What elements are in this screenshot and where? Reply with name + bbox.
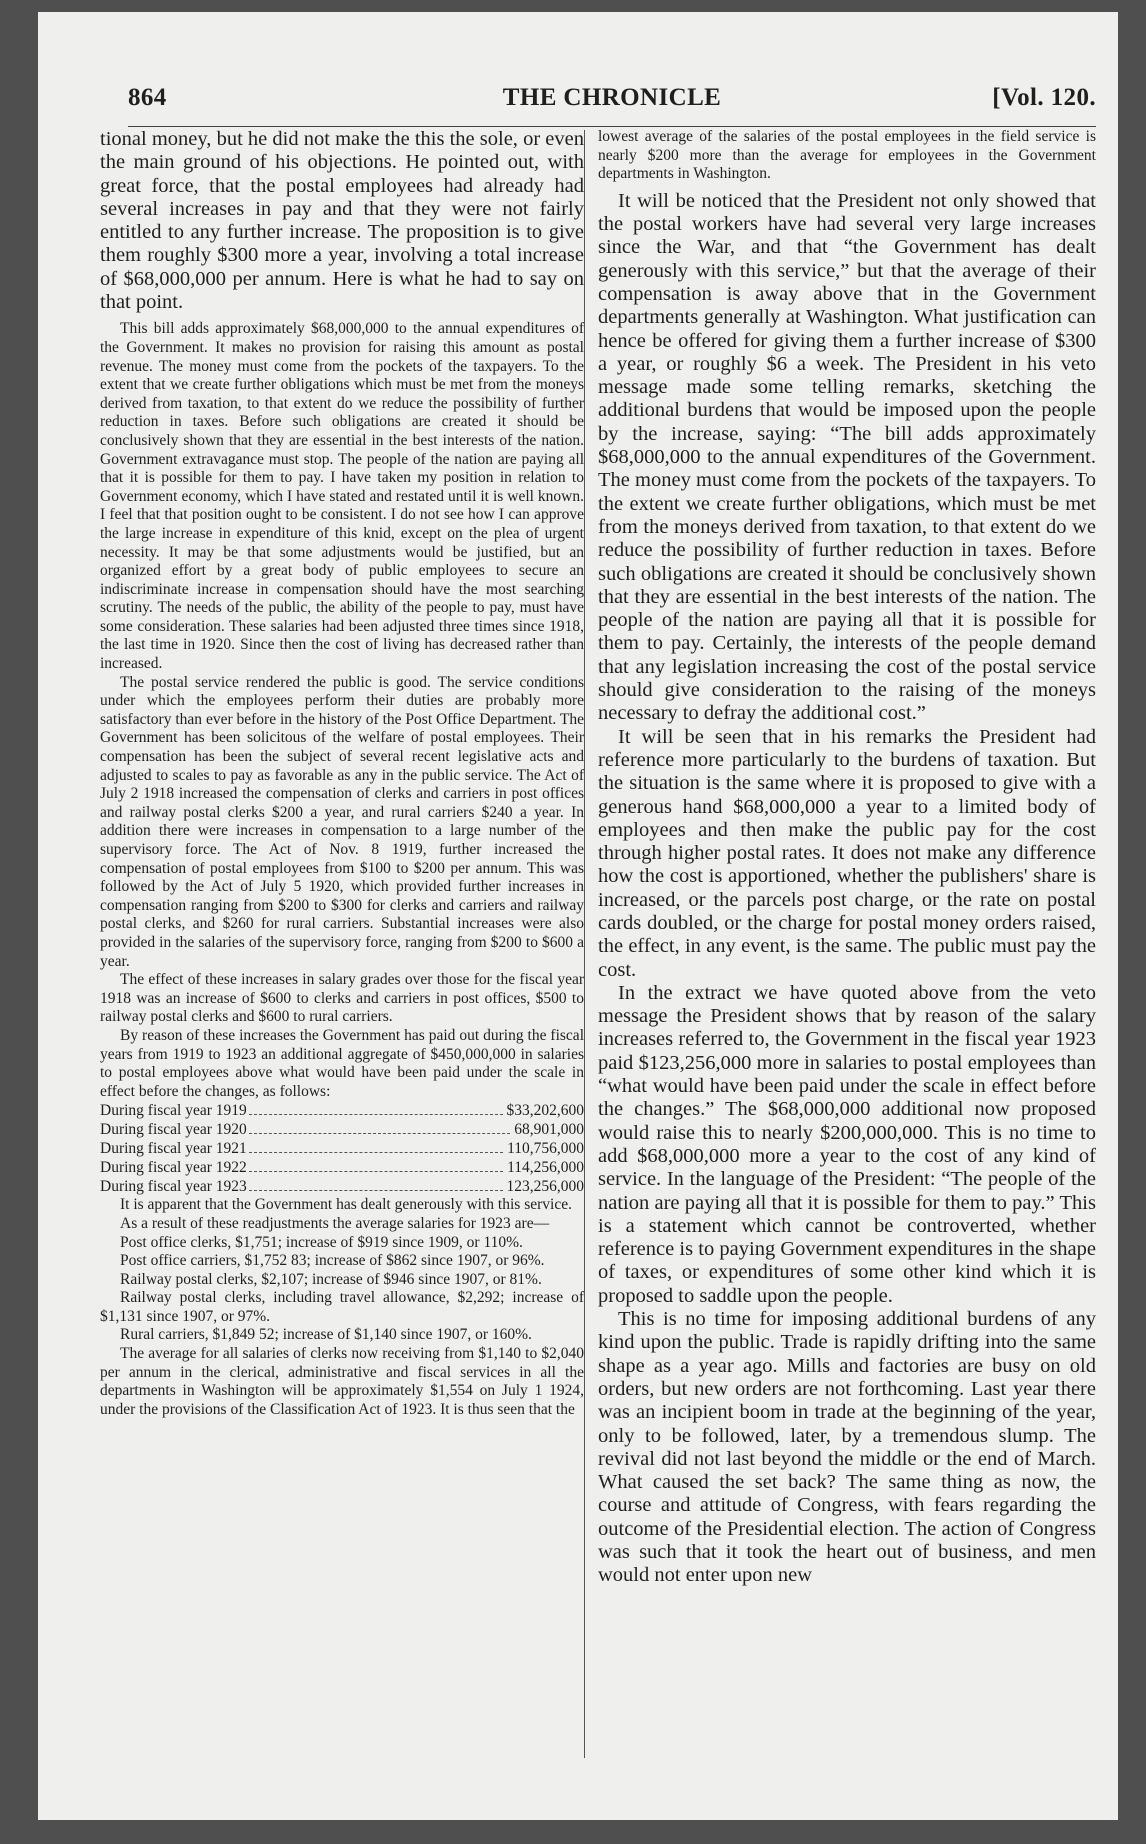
page-number: 864: [128, 84, 167, 111]
table-row: [100, 1101, 584, 1120]
row-label: During fiscal year 1920: [100, 1121, 247, 1139]
publication-title: THE CHRONICLE: [502, 84, 722, 111]
salary-item: Railway postal clerks, $2,107; increase of $946 since 1907, or 81%.: [120, 1270, 542, 1288]
row-label: During fiscal year 1919: [100, 1102, 247, 1120]
row-amount: 68,901,000: [514, 1121, 584, 1139]
salary-item: Rural carriers, $1,849 52; increase of $1,140 since 1907, or 160%.: [120, 1326, 532, 1344]
veto-quote-paragraph: lowest average of the salaries of the postal employees in the field service is nearly $200 more than the average for employees in the Government departments in Washington.: [598, 128, 1096, 183]
article-paragraph: It will be noticed that the President not only showed that the postal workers have had several very large increases since the War, and that “the Government has dealt generously with this service,” but that the average of their compensation is away above that in the Government departments generally at Washington. What justification can hence be offered for giving them a further increase of $300 a year, or roughly $6 a week. The President in his veto message made some telling remarks, sketching the additional burdens that would be imposed upon the people by the increase, saying: “The bill adds approximately $68,000,000 to the annual expenditures of the Government. The money must come from the pockets of the taxpayers. To the extent we create further obligations, which must be met from the moneys derived from taxation, to that extent do we reduce the possibility of further reduction in taxes. Before such obligations are created it should be conclusively shown that they are essential in the best interests of the nation. The people of the nation are paying all that it is possible for them to pay. Certainly, the interests of the people demand that any legislation increasing the cost of the postal service should give consideration to the raising of the moneys necessary to defray the additional cost.”: [598, 189, 1096, 725]
salary-item: Railway postal clerks, including travel allowance, $2,292; increase of $1,131 since 1907, or 97%.: [100, 1289, 584, 1325]
left-column: [100, 128, 584, 1419]
row-label: During fiscal year 1921: [100, 1140, 247, 1158]
table-row: [100, 1120, 584, 1139]
row-label: During fiscal year 1922: [100, 1159, 247, 1177]
veto-quote-paragraph: The average for all salaries of clerks now receiving from $1,140 to $2,040 per annum in the clerical, administrative and fiscal services in all the departments in Washington will be approximately $1,554 on July 1 1924, under the provisions of the Classification Act of 1923. It is thus seen that the: [100, 1345, 584, 1418]
veto-quote-paragraph: It is apparent that the Government has dealt generously with this service.: [120, 1196, 572, 1214]
article-paragraph: This is no time for imposing additional burdens of any kind upon the public. Trade is rapidly drifting into the same shape as a year ago. Mills and factories are busy on old orders, but new orders are not forthcoming. Last year there was an incipient boom in trade at the beginning of the year, only to be followed, later, by a tremendous slump. The revival did not last beyond the middle or the end of March. What caused the set back? The same thing as now, the course and attitude of Congress, with fears regarding the outcome of the Presidential election. The action of Congress was such that it took the heart out of business, and men would not enter upon new: [598, 1308, 1096, 1587]
article-paragraph: In the extract we have quoted above from the veto message the President shows that by reason of the salary increases referred to, the Government in the fiscal year 1923 paid $123,256,000 more in salaries to postal employees than “what would have been paid under the scale in effect before the changes.” The $68,000,000 additional now proposed would raise this to nearly $200,000,000. This is no time to add $68,000,000 more a year to the cost of any kind of service. In the language of the President: “The people of the nation are paying all that it is possible for them to pay.” This is a statement which cannot be controverted, whether reference is to paying Government expenditures in the shape of taxes, or expenditures of some other kind which it is proposed to saddle upon the people.: [598, 981, 1096, 1307]
salary-item: Post office carriers, $1,752 83; increase of $862 since 1907, or 96%.: [120, 1252, 545, 1270]
newspaper-page: [38, 12, 1118, 1820]
fiscal-year-table: [100, 1101, 584, 1196]
row-amount: 114,256,000: [507, 1159, 584, 1177]
row-amount: 110,756,000: [507, 1140, 584, 1158]
row-amount: $33,202,600: [506, 1102, 584, 1120]
veto-quote-paragraph: This bill adds approximately $68,000,000 to the annual expenditures of the Government. It makes no provision for raising this amount as postal revenue. The money must come from the pockets of the taxpayers. To the extent that we create further obligations which must be met from the moneys derived from taxation, to that extent do we reduce the possibility of further reduction in taxes. Before such obligations are created it should be conclusively shown that they are essential in the best interests of the nation. Government extravagance must stop. The people of the nation are paying all that it is possible for them to pay. I have taken my position in relation to Government economy, which I have stated and restated until it is well known. I feel that that position ought to be consistent. I do not see how I can approve the large increase in expenditure of this knid, except on the plea of urgent necessity. It may be that some adjustments would be justified, but an organized effort by a great body of public employees to secure an indiscriminate increase in compensation should have the most searching scrutiny. The needs of the public, the ability of the people to pay, must have some consideration. These salaries had been adjusted three times since 1918, the last time in 1920. Since then the cost of living has decreased rather than increased.: [100, 320, 584, 673]
row-label: During fiscal year 1923: [100, 1178, 247, 1196]
salary-item: Post office clerks, $1,751; increase of $919 since 1909, or 110%.: [120, 1233, 523, 1251]
right-column: [598, 128, 1096, 1588]
veto-quote-paragraph: As a result of these readjustments the average salaries for 1923 are—: [120, 1214, 550, 1232]
page-header: [128, 74, 1096, 127]
column-divider: [584, 130, 585, 1758]
veto-quote-paragraph: The postal service rendered the public is good. The service conditions under which the employees perform their duties are probably more satisfactory than ever before in the history of the Post Office Department. The Government has been solicitous of the welfare of postal employees. Their compensation has been the subject of several recent legislative acts and adjusted to scales to pay as favorable as any in the public service. The Act of July 2 1918 increased the compensation of clerks and carriers in post offices and railway postal clerks $200 a year, and rural carriers $240 a year. In addition there were increases in compensation to a large number of the supervisory force. The Act of Nov. 8 1919, further increased the compensation of postal employees from $100 to $200 per annum. This was followed by the Act of July 5 1920, which provided further increases in compensation ranging from $200 to $300 for clerks and carriers and railway postal clerks, and $260 for rural carriers. Substantial increases were also provided in the salaries of the supervisory force, ranging from $200 to $600 a year.: [100, 673, 584, 970]
intro-paragraph: tional money, but he did not make the this the sole, or even the main ground of his objections. He pointed out, with great force, that the postal employees had already had several increases in pay and that they were not fairly entitled to any further increase. The proposition is to give them roughly $300 more a year, involving a total increase of $68,000,000 per annum. Here is what he had to say on that point.: [100, 128, 584, 314]
table-row: [100, 1158, 584, 1177]
table-row: [100, 1139, 584, 1158]
veto-quote-paragraph: The effect of these increases in salary grades over those for the fiscal year 1918 was an increase of $600 to clerks and carriers in post offices, $500 to railway postal clerks and $600 to rural carriers.: [100, 971, 584, 1026]
volume-label: [Vol. 120.: [992, 84, 1096, 111]
article-paragraph: It will be seen that in his remarks the President had reference more particularly to the burdens of taxation. But the situation is the same where it is proposed to give with a generous hand $68,000,000 a year to a limited body of employees and then make the public pay for the cost through higher postal rates. It does not make any difference how the cost is apportioned, whether the publishers' share is increased, or the parcels post charge, or the rate on postal cards doubled, or the charge for postal money orders raised, the effect, in any event, is the same. The public must pay the cost.: [598, 725, 1096, 981]
row-amount: 123,256,000: [506, 1178, 584, 1196]
veto-quote-paragraph: By reason of these increases the Government has paid out during the fiscal years from 1919 to 1923 an additional aggregate of $450,000,000 in salaries to postal employees above what would have been paid under the scale in effect before the changes, as follows:: [100, 1026, 584, 1100]
table-row: [100, 1177, 584, 1196]
